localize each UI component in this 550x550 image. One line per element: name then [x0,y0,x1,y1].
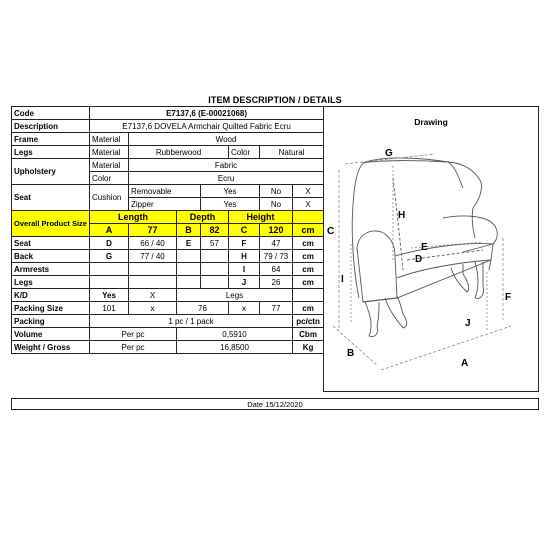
overall-a-value: 77 [129,224,177,237]
seat-zipper-no: No [260,198,293,211]
row-packing-size [12,302,324,315]
legs-color-value: Natural [260,146,324,159]
weight-unit: Kg [293,341,324,354]
seat-zipper-yes: Yes [201,198,260,211]
dim-label-e: E [421,242,428,253]
row-legs-dim [12,276,324,289]
dim-label-b: B [347,348,355,359]
overall-c-letter: C [229,224,260,237]
row-back [12,250,324,263]
row-weight [12,341,324,354]
overall-height-label: Height [229,211,293,224]
dim-label-c: C [327,226,335,237]
back-g-value: 77 / 40 [129,250,177,263]
legs-label: Legs [12,146,90,159]
volume-value: 0,5910 [177,328,293,341]
seat-removable-mark: X [293,185,324,198]
dim-label-j: J [465,318,471,329]
dim-label-f: F [505,292,512,303]
weight-per: Per pc [90,341,177,354]
row-upholstery-material [12,159,324,172]
seat-zipper-label: Zipper [129,198,201,211]
dim-label-i: I [341,274,344,285]
overall-b-value: 82 [201,224,229,237]
legs-j-letter: J [229,276,260,289]
frame-material-label: Material [90,133,129,146]
back-g-letter: G [90,250,129,263]
row-seat-removable [12,185,324,198]
volume-unit: Cbm [293,328,324,341]
volume-label: Volume [12,328,90,341]
packing-size-x1: x [129,302,177,315]
date-footer: Date 15/12/2020 [11,398,539,410]
kd-legs: Legs [177,289,293,302]
dim-label-g: G [385,148,393,159]
seat-d-value: 66 / 40 [129,237,177,250]
kd-mark: X [129,289,177,302]
armrests-label: Armrests [12,263,90,276]
upholstery-material-label: Material [90,159,129,172]
dim-label-d: D [415,254,423,265]
seat-f-value: 47 [260,237,293,250]
row-overall-header [12,211,324,224]
row-description [12,120,324,133]
overall-c-value: 120 [260,224,293,237]
volume-per: Per pc [90,328,177,341]
row-kd [12,289,324,302]
packing-size-width: 76 [177,302,229,315]
seat-f-letter: F [229,237,260,250]
legs-dim-unit: cm [293,276,324,289]
upholstery-label: Upholstery [12,159,90,185]
seat-e-value: 57 [201,237,229,250]
overall-length-label: Length [90,211,177,224]
packing-size-x2: x [229,302,260,315]
armrests-i-value: 64 [260,263,293,276]
packing-value: 1 pc / 1 pack [90,315,293,328]
seat-e-letter: E [177,237,201,250]
overall-blank [293,211,324,224]
seat-dims-label: Seat [12,237,90,250]
legs-dim-label: Legs [12,276,90,289]
packing-size-label: Packing Size [12,302,90,315]
document-title: ITEM DESCRIPTION / DETAILS [208,95,342,105]
upholstery-color-value: Ecru [129,172,324,185]
code-value: E7137,6 (E-00021068) [90,107,324,120]
overall-b-letter: B [177,224,201,237]
kd-label: K/D [12,289,90,302]
overall-depth-label: Depth [177,211,229,224]
back-h-letter: H [229,250,260,263]
description-label: Description [12,120,90,133]
row-packing [12,315,324,328]
spec-table [11,106,324,354]
packing-unit: pc/ctn [293,315,324,328]
frame-label: Frame [12,133,90,146]
weight-label: Weight / Gross [12,341,90,354]
armrests-unit: cm [293,263,324,276]
row-volume [12,328,324,341]
packing-size-height: 77 [260,302,293,315]
dim-label-h: H [398,210,406,221]
armchair-drawing [323,130,537,380]
packing-size-unit: cm [293,302,324,315]
upholstery-material-value: Fabric [129,159,324,172]
overall-unit: cm [293,224,324,237]
legs-j-value: 26 [260,276,293,289]
row-frame [12,133,324,146]
description-value: E7137,6 DOVELA Armchair Quilted Fabric Ecru [90,120,324,133]
legs-material-label: Material [90,146,129,159]
seat-cushion-label: Cushion [90,185,129,211]
weight-value: 16,8500 [177,341,293,354]
legs-color-label: Color [229,146,260,159]
back-unit: cm [293,250,324,263]
overall-a-letter: A [90,224,129,237]
legs-material-value: Rubberwood [129,146,229,159]
drawing-title: Drawing [414,117,448,127]
row-seat-dims [12,237,324,250]
overall-size-label: Overall Product Size [12,211,90,237]
seat-removable-label: Removable [129,185,201,198]
row-legs [12,146,324,159]
packing-label: Packing [12,315,90,328]
upholstery-color-label: Color [90,172,129,185]
row-code [12,107,324,120]
kd-yes: Yes [90,289,129,302]
seat-label: Seat [12,185,90,211]
seat-zipper-mark: X [293,198,324,211]
seat-d-letter: D [90,237,129,250]
code-label: Code [12,107,90,120]
row-armrests [12,263,324,276]
seat-removable-yes: Yes [201,185,260,198]
back-h-value: 79 / 73 [260,250,293,263]
seat-dims-unit: cm [293,237,324,250]
packing-size-length: 101 [90,302,129,315]
back-label: Back [12,250,90,263]
armrests-i-letter: I [229,263,260,276]
frame-material-value: Wood [129,133,324,146]
seat-removable-no: No [260,185,293,198]
dim-label-a: A [461,358,469,369]
